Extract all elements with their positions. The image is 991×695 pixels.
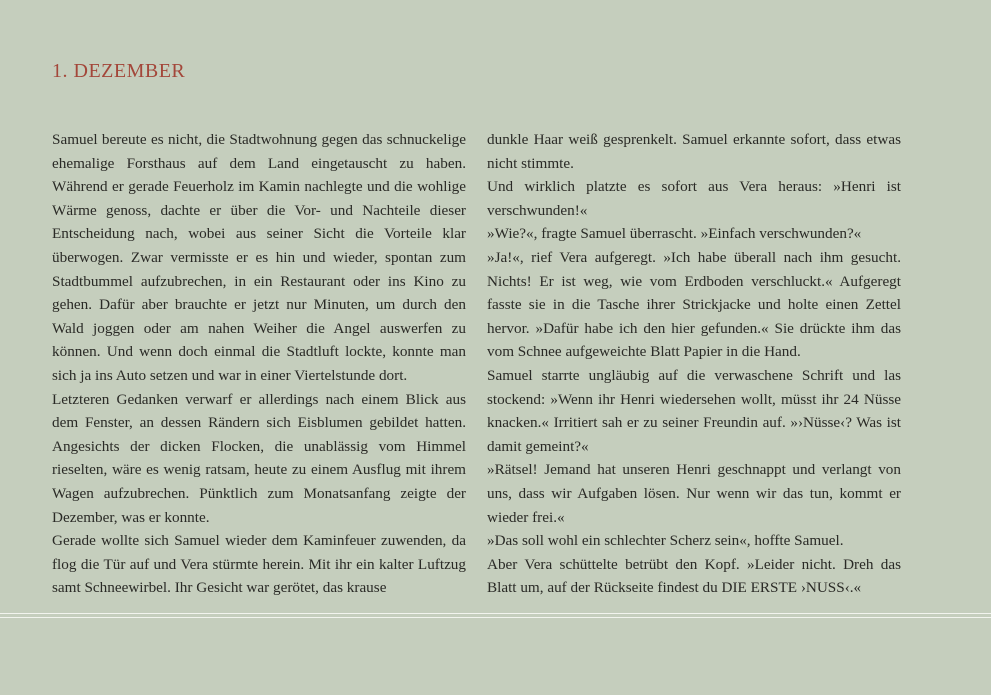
right-text-column — [487, 128, 901, 600]
chapter-heading: 1. DEZEMBER — [52, 60, 186, 82]
paragraph: »Rätsel! Jemand hat unseren Henri geschnappt und verlangt von uns, dass wir Aufgaben lösen. Nur wenn wir das tun, kommt er wieder frei.« — [487, 461, 901, 526]
left-text-column — [52, 128, 466, 600]
paragraph: Letzteren Gedanken verwarf er allerdings nach einem Blick aus dem Fenster, an dessen Rändern sich Eisblumen gebildet hatten. Angesichts der dicken Flocken, die unablässig vom Himmel rieselten, wäre es wenig ratsam, heute zu einem Ausflug mit ihrem Wagen aufzubrechen. Pünktlich zum Monatsanfang zeigte der Dezember, was er konnte. — [52, 390, 466, 526]
paragraph: Und wirklich platzte es sofort aus Vera heraus: »Henri ist verschwunden!« — [487, 178, 901, 219]
paragraph: »Ja!«, rief Vera aufgeregt. »Ich habe überall nach ihm gesucht. Nichts! Er ist weg, wie vom Erdboden verschluckt.« Aufgeregt fasste sie in die Tasche ihrer Strickjacke und holte einen Zettel hervor. »Dafür habe ich den hier gefunden.« Sie drückte ihm das vom Schnee aufgeweichte Blatt Papier in die Hand. — [487, 248, 901, 361]
paragraph: Aber Vera schüttelte betrübt den Kopf. »Leider nicht. Dreh das Blatt um, auf der Rückseite findest du DIE ERSTE ›NUSS‹.« — [487, 555, 901, 597]
paragraph: Gerade wollte sich Samuel wieder dem Kaminfeuer zuwenden, da flog die Tür auf und Vera stürmte herein. Mit ihr ein kalter Luftzug samt Schneewirbel. Ihr Gesicht war gerötet, das krause — [52, 532, 466, 597]
divider-line — [0, 617, 991, 618]
divider-line — [0, 613, 991, 614]
paragraph: Samuel bereute es nicht, die Stadtwohnung gegen das schnuckelige ehemalige Forsthaus auf dem Land eingetauscht zu haben. Während er gerade Feuerholz im Kamin nachlegte und die wohlige Wärme genoss, dachte er über die Vor- und Nachteile dieser Entscheidung nach, wobei aus seiner Sicht die Vorteile klar überwogen. Zwar vermisste er es hin und wieder, spontan zum Stadtbummel aufzubrechen, in ein Restaurant oder ins Kino zu gehen. Dafür aber brauchte er jetzt nur Minuten, um durch den Wald joggen oder am nahen Weiher die Angel auswerfen zu können. Und wenn doch einmal die Stadtluft lockte, konnte man sich ja ins Auto setzen und war in einer Viertelstunde dort. — [52, 131, 466, 384]
paragraph: »Das soll wohl ein schlechter Scherz sein«, hoffte Samuel. — [487, 532, 844, 550]
paragraph: dunkle Haar weiß gesprenkelt. Samuel erkannte sofort, dass etwas nicht stimmte. — [487, 131, 901, 172]
paragraph: »Wie?«, fragte Samuel überrascht. »Einfach verschwunden?« — [487, 225, 862, 243]
paragraph: Samuel starrte ungläubig auf die verwaschene Schrift und las stockend: »Wenn ihr Henri wiedersehen wollt, müsst ihr 24 Nüsse knacken.« Irritiert sah er zu seiner Freundin auf. »›Nüsse‹? Was ist damit gemeint?« — [487, 366, 901, 455]
